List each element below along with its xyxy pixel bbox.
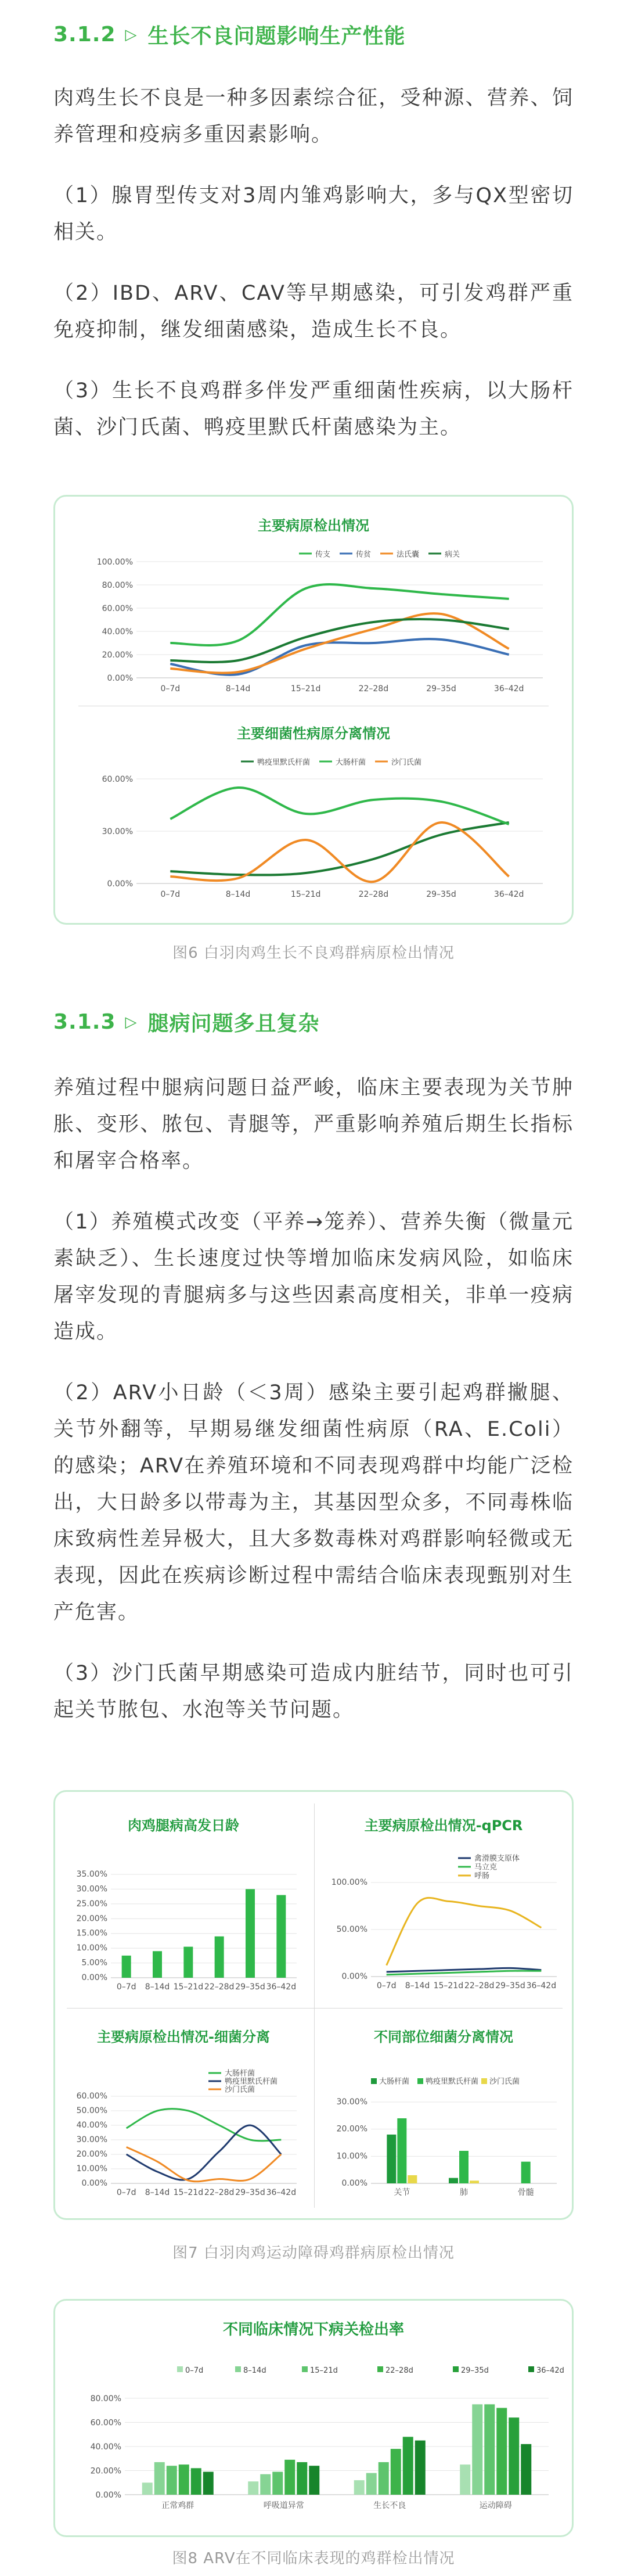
- series-line: [127, 2109, 282, 2141]
- x-tick-label: 29–35d: [235, 1982, 265, 1992]
- y-tick-label: 10.00%: [336, 2151, 367, 2161]
- x-tick-label: 8–14d: [145, 1982, 170, 1992]
- x-tick-label: 36–42d: [493, 684, 524, 694]
- series-line: [170, 619, 509, 662]
- bar: [153, 1951, 162, 1978]
- series-line: [170, 788, 509, 824]
- bar: [449, 2178, 458, 2183]
- paragraph: （2）IBD、ARV、CAV等早期感染，可引发鸡群严重免疫抑制，继发细菌感染，造成生长不良。: [53, 282, 574, 342]
- figure-7-box: [53, 1790, 574, 2220]
- y-tick-label: 0.00%: [107, 879, 133, 889]
- legend-label: 鸭疫里默氏杆菌: [225, 2077, 278, 2086]
- bar: [472, 2404, 482, 2495]
- bar: [391, 2449, 401, 2495]
- y-tick-label: 15.00%: [76, 1928, 107, 1938]
- section-title: 生长不良问题影响生产性能: [147, 24, 406, 48]
- x-tick-label: 15–21d: [173, 2188, 204, 2197]
- x-tick-label: 15–21d: [290, 684, 321, 694]
- x-tick-label: 0–7d: [116, 1982, 136, 1992]
- x-tick-label: 15–21d: [173, 1982, 204, 1992]
- series-line: [170, 584, 509, 645]
- bar: [354, 2480, 365, 2495]
- series-line: [127, 2125, 282, 2180]
- legend-label: 大肠杆菌: [225, 2069, 255, 2078]
- legend-label: 沙门氏菌: [391, 758, 422, 767]
- y-tick-label: 0.00%: [95, 2491, 121, 2500]
- section-number: 3.1.2: [53, 23, 116, 46]
- y-tick-label: 35.00%: [76, 1870, 107, 1879]
- legend-swatch: [417, 2078, 423, 2084]
- y-tick-label: 40.00%: [90, 2442, 121, 2452]
- bar: [122, 1956, 131, 1978]
- bar: [415, 2441, 426, 2495]
- legend-label: 马立克: [474, 1863, 498, 1872]
- chart-pathogen-detection: [55, 497, 572, 706]
- triangle-arrow-icon: ▷: [125, 1013, 138, 1031]
- y-tick-label: 25.00%: [76, 1899, 107, 1909]
- chart-leg-disease-age: [59, 1795, 308, 2008]
- paragraph: 养殖过程中腿病问题日益严峻，临床主要表现为关节肿胀、变形、脓包、青腿等，严重影响养殖后期生长指标和屠宰合格率。: [53, 1076, 574, 1173]
- bar: [297, 2462, 307, 2495]
- bar: [459, 2151, 469, 2183]
- triangle-arrow-icon: ▷: [125, 26, 138, 44]
- figure-8-caption: 图8 ARV在不同临床表现的鸡群检出情况: [172, 2550, 455, 2567]
- paragraph: （1）养殖模式改变（平养→笼养）、营养失衡（微量元素缺乏）、生长速度过快等增加临床发病风险，如临床屠宰发现的青腿病多与这些因素高度相关，非单一疫病造成。: [53, 1210, 574, 1343]
- y-tick-label: 60.00%: [102, 775, 133, 784]
- legend-swatch: [235, 2366, 241, 2372]
- bar: [203, 2472, 214, 2495]
- figure-6-caption: 图6 白羽肉鸡生长不良鸡群病原检出情况: [172, 944, 455, 962]
- series-line: [170, 822, 509, 875]
- bar: [460, 2464, 470, 2495]
- legend-swatch: [481, 2078, 487, 2084]
- x-tick-label: 生长不良: [373, 2501, 406, 2510]
- section-heading-3-1-3: [53, 1007, 320, 1037]
- x-tick-label: 29–35d: [495, 1981, 525, 1991]
- legend-label: 8–14d: [243, 2366, 266, 2375]
- y-tick-label: 10.00%: [76, 1943, 107, 1953]
- y-tick-label: 60.00%: [76, 2092, 107, 2101]
- bar: [379, 2462, 389, 2495]
- series-line: [127, 2147, 282, 2182]
- bar: [496, 2408, 507, 2495]
- chart-title: 主要病原检出情况-qPCR: [364, 1817, 523, 1834]
- y-tick-label: 10.00%: [76, 2164, 107, 2173]
- x-tick-label: 运动障碍: [479, 2501, 512, 2510]
- legend-swatch: [302, 2366, 308, 2372]
- bar: [183, 1947, 193, 1978]
- bar: [397, 2118, 406, 2183]
- y-tick-label: 0.00%: [341, 1972, 367, 1981]
- y-tick-label: 50.00%: [336, 1925, 367, 1934]
- bar: [521, 2162, 531, 2183]
- legend-label: 29–35d: [461, 2366, 489, 2375]
- x-tick-label: 0–7d: [160, 890, 181, 899]
- legend-label: 15–21d: [310, 2366, 338, 2375]
- x-tick-label: 29–35d: [426, 890, 456, 899]
- legend-label: 法氏囊: [397, 550, 420, 559]
- legend-label: 36–42d: [536, 2366, 564, 2375]
- divider: [67, 2008, 563, 2009]
- legend-label: 呼肠: [474, 1871, 490, 1881]
- y-tick-label: 20.00%: [336, 2124, 367, 2134]
- legend-label: 鸭疫里默氏杆菌: [426, 2077, 479, 2086]
- paragraph: （3）生长不良鸡群多伴发严重细菌性疾病，以大肠杆菌、沙门氏菌、鸭疫里默氏杆菌感染为主。: [53, 379, 574, 439]
- section-3-1-3-body: [53, 1070, 574, 1729]
- legend-label: 0–7d: [185, 2366, 204, 2375]
- bar: [260, 2474, 271, 2495]
- bar: [191, 2468, 201, 2495]
- paragraph: （3）沙门氏菌早期感染可造成内脏结节，同时也可引起关节脓包、水泡等关节问题。: [53, 1662, 574, 1722]
- y-tick-label: 30.00%: [76, 2135, 107, 2144]
- chart-site-isolation: [319, 2009, 568, 2218]
- x-tick-label: 0–7d: [116, 2188, 136, 2197]
- x-tick-label: 8–14d: [145, 2188, 170, 2197]
- x-tick-label: 22–28d: [358, 684, 389, 694]
- y-tick-label: 20.00%: [76, 1914, 107, 1924]
- chart-title: 不同临床情况下病关检出率: [222, 2321, 405, 2338]
- legend-label: 传贫: [356, 550, 372, 559]
- x-tick-label: 8–14d: [225, 890, 251, 899]
- chart-title: 主要病原检出情况: [258, 518, 369, 534]
- chart-bacterial-isolation-legs: [59, 2009, 308, 2218]
- x-tick-label: 36–42d: [526, 1981, 557, 1991]
- legend-label: 22–28d: [385, 2366, 413, 2375]
- bar: [521, 2444, 531, 2495]
- bar: [248, 2481, 258, 2495]
- y-tick-label: 80.00%: [102, 581, 133, 590]
- legend-swatch: [177, 2366, 183, 2372]
- x-tick-label: 22–28d: [358, 890, 389, 899]
- y-tick-label: 40.00%: [76, 2121, 107, 2130]
- x-tick-label: 29–35d: [235, 2188, 265, 2197]
- chart-qpcr-detection: [319, 1795, 568, 2008]
- y-tick-label: 30.00%: [102, 827, 133, 836]
- x-tick-label: 0–7d: [376, 1981, 397, 1991]
- bar: [309, 2466, 319, 2495]
- section-number: 3.1.3: [53, 1010, 116, 1034]
- legend-swatch: [528, 2366, 534, 2372]
- y-tick-label: 0.00%: [81, 1973, 107, 1982]
- x-tick-label: 22–28d: [464, 1981, 495, 1991]
- legend-label: 大肠杆菌: [336, 758, 366, 767]
- figure-7-caption: 图7 白羽肉鸡运动障碍鸡群病原检出情况: [172, 2244, 455, 2262]
- x-tick-label: 8–14d: [225, 684, 251, 694]
- divider: [314, 1803, 315, 2208]
- x-tick-label: 8–14d: [405, 1981, 430, 1991]
- bar: [142, 2482, 153, 2495]
- legend-label: 大肠杆菌: [379, 2077, 410, 2086]
- legend-label: 沙门氏菌: [489, 2077, 520, 2086]
- legend-swatch: [453, 2366, 459, 2372]
- legend-label: 禽滑膜支原体: [474, 1854, 520, 1863]
- figure-8-box: [53, 2299, 574, 2537]
- legend-label: 鸭疫里默氏杆菌: [257, 758, 311, 767]
- chart-title: 主要病原检出情况-细菌分离: [97, 2029, 270, 2045]
- bar: [215, 1937, 224, 1978]
- legend-label: 病关: [445, 550, 460, 559]
- paragraph: （2）ARV小日龄（＜3周）感染主要引起鸡群撇腿、关节外翻等，早期易继发细菌性病原（RA、E.Coli）的感染；ARV在养殖环境和不同表现鸡群中均能广泛检出，大日龄多以带毒为主，其基因型众多，不同毒株临床致病性差异极大，且大多数毒株对鸡群影响轻微或无表现，因此在疾病诊断过程中需结合临床表现甄别对生产危害。: [53, 1381, 574, 1624]
- x-tick-label: 15–21d: [433, 1981, 464, 1991]
- y-tick-label: 100.00%: [96, 558, 133, 567]
- bar: [272, 2472, 283, 2495]
- y-tick-label: 0.00%: [107, 674, 133, 683]
- x-tick-label: 肺: [460, 2188, 468, 2197]
- x-tick-label: 0–7d: [160, 684, 181, 694]
- section-title: 腿病问题多且复杂: [147, 1012, 320, 1036]
- x-tick-label: 22–28d: [204, 1982, 235, 1992]
- bar: [154, 2462, 165, 2495]
- y-tick-label: 80.00%: [90, 2394, 121, 2403]
- chart-arv-by-clinical: [55, 2301, 572, 2535]
- y-tick-label: 60.00%: [90, 2418, 121, 2428]
- bar: [408, 2175, 417, 2183]
- figure-6-box: [53, 495, 574, 925]
- x-tick-label: 29–35d: [426, 684, 456, 694]
- bar: [509, 2417, 519, 2495]
- y-tick-label: 20.00%: [102, 651, 133, 660]
- bar: [387, 2135, 396, 2183]
- chart-title: 不同部位细菌分离情况: [374, 2029, 513, 2045]
- bar: [403, 2437, 413, 2495]
- x-tick-label: 22–28d: [204, 2188, 235, 2197]
- legend-swatch: [377, 2366, 383, 2372]
- y-tick-label: 20.00%: [90, 2466, 121, 2476]
- bar: [366, 2473, 377, 2495]
- x-tick-label: 36–42d: [266, 2188, 297, 2197]
- bar: [167, 2466, 177, 2495]
- y-tick-label: 30.00%: [336, 2097, 367, 2107]
- y-tick-label: 20.00%: [76, 2150, 107, 2159]
- y-tick-label: 0.00%: [81, 2179, 107, 2188]
- x-tick-label: 骨髓: [517, 2188, 534, 2197]
- y-tick-label: 30.00%: [76, 1884, 107, 1894]
- chart-bacterial-isolation: [55, 708, 572, 923]
- bar: [470, 2180, 479, 2183]
- bar: [284, 2460, 295, 2495]
- x-tick-label: 呼吸道异常: [263, 2501, 304, 2510]
- bar: [179, 2464, 189, 2495]
- legend-swatch: [371, 2078, 377, 2084]
- y-tick-label: 0.00%: [341, 2179, 367, 2188]
- series-line: [387, 1898, 542, 1965]
- bar: [484, 2404, 495, 2495]
- section-3-1-2-body: [53, 80, 574, 446]
- y-tick-label: 5.00%: [81, 1958, 107, 1968]
- y-tick-label: 60.00%: [102, 604, 133, 613]
- bar: [246, 1889, 255, 1978]
- chart-title: 主要细菌性病原分离情况: [237, 725, 390, 742]
- x-tick-label: 关节: [394, 2188, 410, 2197]
- legend-label: 传支: [315, 550, 331, 559]
- chart-title: 肉鸡腿病高发日龄: [128, 1817, 239, 1834]
- x-tick-label: 正常鸡群: [161, 2501, 194, 2510]
- paragraph: 肉鸡生长不良是一种多因素综合征，受种源、营养、饲养管理和疫病多重因素影响。: [53, 87, 574, 146]
- x-tick-label: 15–21d: [290, 890, 321, 899]
- bar: [276, 1895, 286, 1978]
- x-tick-label: 36–42d: [493, 890, 524, 899]
- y-tick-label: 40.00%: [102, 627, 133, 637]
- paragraph: （1）腺胃型传支对3周内雏鸡影响大，多与QX型密切相关。: [53, 184, 574, 244]
- y-tick-label: 50.00%: [76, 2106, 107, 2115]
- legend-label: 沙门氏菌: [225, 2085, 255, 2094]
- x-tick-label: 36–42d: [266, 1982, 297, 1992]
- section-heading-3-1-2: [53, 20, 406, 49]
- y-tick-label: 100.00%: [331, 1878, 367, 1887]
